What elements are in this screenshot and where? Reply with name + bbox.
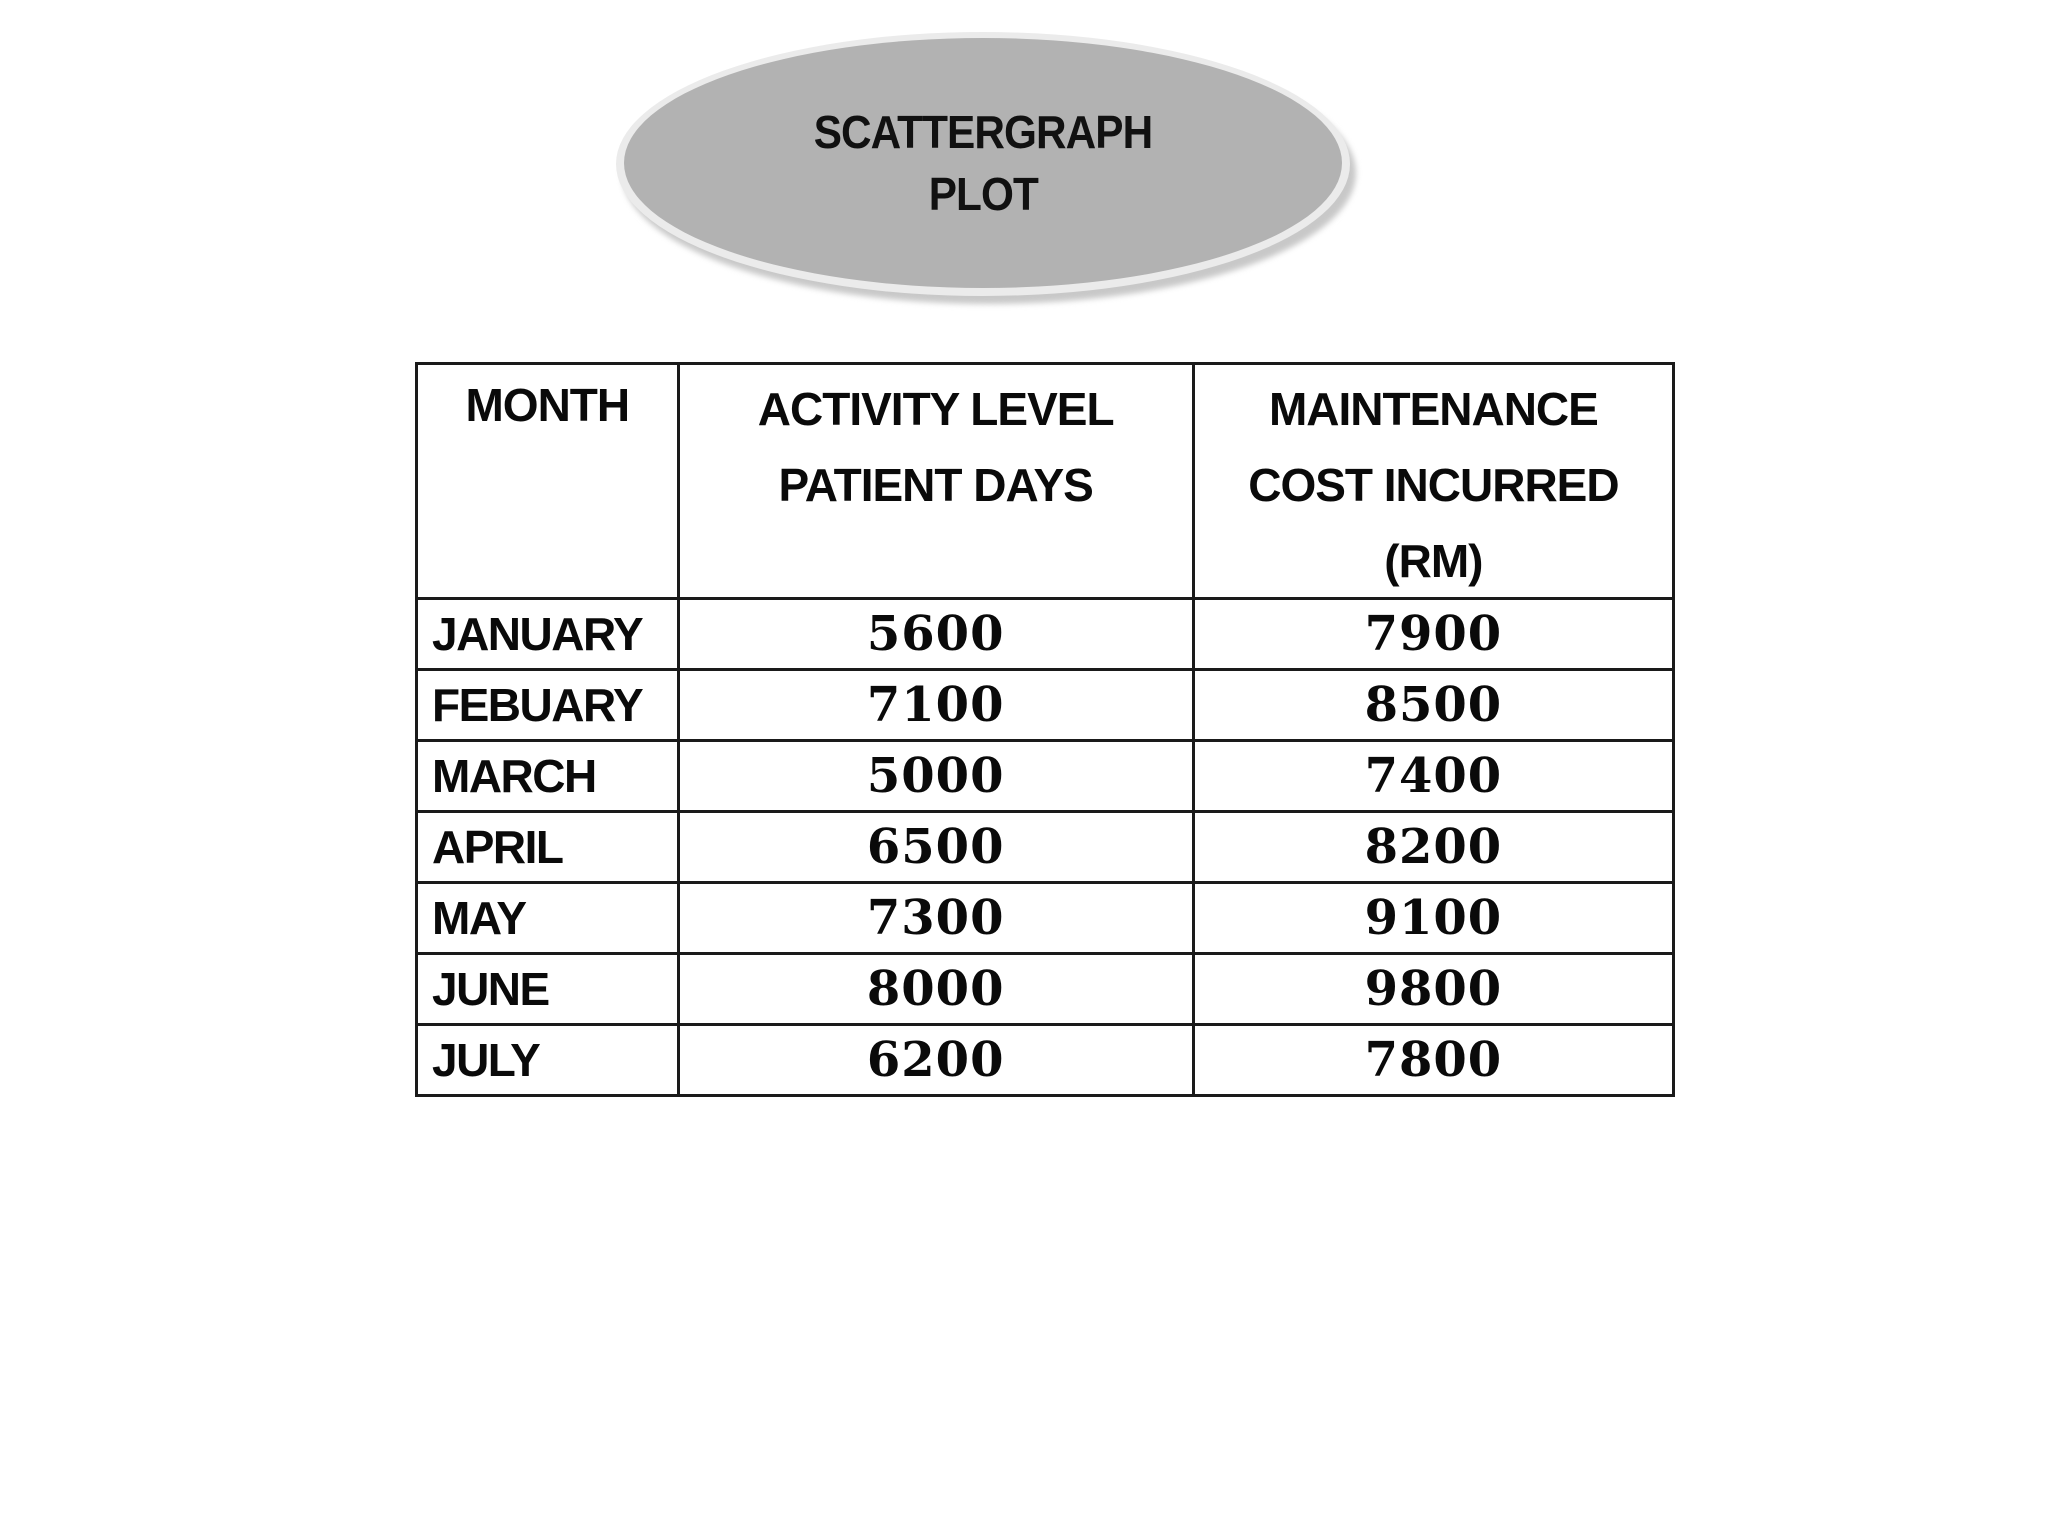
cell-cost: 8200 [1193, 812, 1673, 883]
data-table [415, 362, 1675, 1097]
table-row [417, 599, 1674, 670]
title-line-1: SCATTERGRAPH [813, 106, 1153, 158]
cell-activity: 6500 [678, 812, 1193, 883]
header-cost-label [1248, 365, 1618, 597]
cell-cost: 7900 [1193, 599, 1673, 670]
header-cost-line-3: (RM) [1384, 535, 1483, 587]
header-activity [678, 364, 1193, 599]
header-activity-label [758, 365, 1114, 521]
header-month-label: MONTH [465, 379, 630, 431]
cell-cost: 7400 [1193, 741, 1673, 812]
table-row [417, 670, 1674, 741]
header-activity-line-1: ACTIVITY LEVEL [757, 383, 1114, 435]
cell-activity: 5000 [678, 741, 1193, 812]
table-row [417, 1025, 1674, 1096]
cell-cost: 9800 [1193, 954, 1673, 1025]
cell-month: APRIL [417, 812, 679, 883]
cell-activity: 6200 [678, 1025, 1193, 1096]
cell-cost: 9100 [1193, 883, 1673, 954]
cell-activity: 8000 [678, 954, 1193, 1025]
header-row [417, 364, 1674, 599]
table-row [417, 812, 1674, 883]
cell-month: JULY [417, 1025, 679, 1096]
table-row [417, 883, 1674, 954]
header-activity-line-2: PATIENT DAYS [778, 459, 1093, 511]
cell-activity: 7100 [678, 670, 1193, 741]
cell-month: JUNE [417, 954, 679, 1025]
header-cost-line-1: MAINTENANCE [1268, 383, 1598, 435]
cell-month: MARCH [417, 741, 679, 812]
cell-month: JANUARY [417, 599, 679, 670]
cell-activity: 7300 [678, 883, 1193, 954]
cell-cost: 7800 [1193, 1025, 1673, 1096]
cell-activity: 5600 [678, 599, 1193, 670]
header-cost-line-2: COST INCURRED [1248, 459, 1619, 511]
cell-month: FEBUARY [417, 670, 679, 741]
title-line-2: PLOT [928, 168, 1038, 220]
header-cost [1193, 364, 1673, 599]
table-row [417, 741, 1674, 812]
cell-cost: 8500 [1193, 670, 1673, 741]
title-ellipse [624, 38, 1342, 288]
header-month [417, 364, 679, 599]
cell-month: MAY [417, 883, 679, 954]
table-row [417, 954, 1674, 1025]
